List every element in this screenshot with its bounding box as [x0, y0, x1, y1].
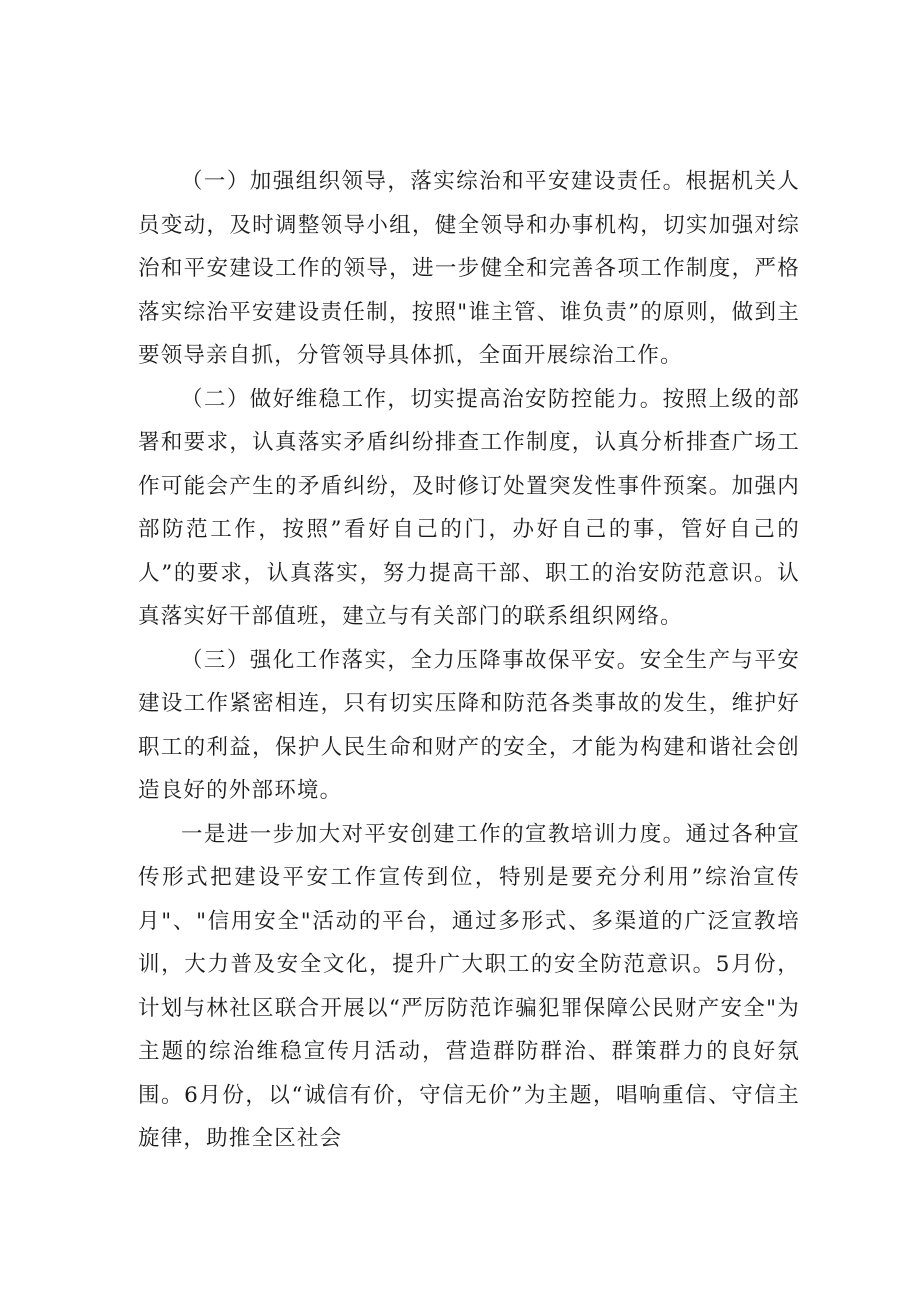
document-body: [138, 160, 800, 1161]
paragraph-item-1: 一是进一步加大对平安创建工作的宣教培训力度。通过各种宣传形式把建设平安工作宣传到位，特别是要充分利用”综治宣传月"、"信用安全"活动的平台，通过多形式、多渠道的广泛宣教培训，大力普及安全文化，提升广大职工的安全防范意识。5月份，计划与林社区联合开展以“严厉防范诈骗犯罪保障公民财产安全"为主题的综治维稳宣传月活动，营造群防群治、群策群力的良好氛围。6月份，以“诚信有价，守信无价”为主题，唱响重信、守信主旋律，助推全区社会: [138, 821, 800, 1151]
paragraph-section-1: （一）加强组织领导，落实综治和平安建设责任。根据机关人员变动，及时调整领导小组，健全领导和办事机构，切实加强对综治和平安建设工作的领导，进一步健全和完善各项工作制度，严格落实综治平安建设责任制，按照"谁主管、谁负责”的原则，做到主要领导亲自抓，分管领导具体抓，全面开展综治工作。: [138, 169, 800, 368]
paragraph-section-3: （三）强化工作落实，全力压降事故保平安。安全生产与平安建设工作紧密相连，只有切实压降和防范各类事故的发生，维护好职工的利益，保护人民生命和财产的安全，才能为构建和谐社会创造良好的外部环境。: [138, 647, 800, 803]
paragraph-section-2: （二）做好维稳工作，切实提高治安防控能力。按照上级的部署和要求，认真落实矛盾纠纷排查工作制度，认真分析排查广场工作可能会产生的矛盾纠纷，及时修订处置突发性事件预案。加强内部防范工作，按照”看好自己的门，办好自己的事，管好自己的人”的要求，认真落实，努力提高干部、职工的治安防范意识。认真落实好干部值班，建立与有关部门的联系组织网络。: [138, 386, 800, 629]
